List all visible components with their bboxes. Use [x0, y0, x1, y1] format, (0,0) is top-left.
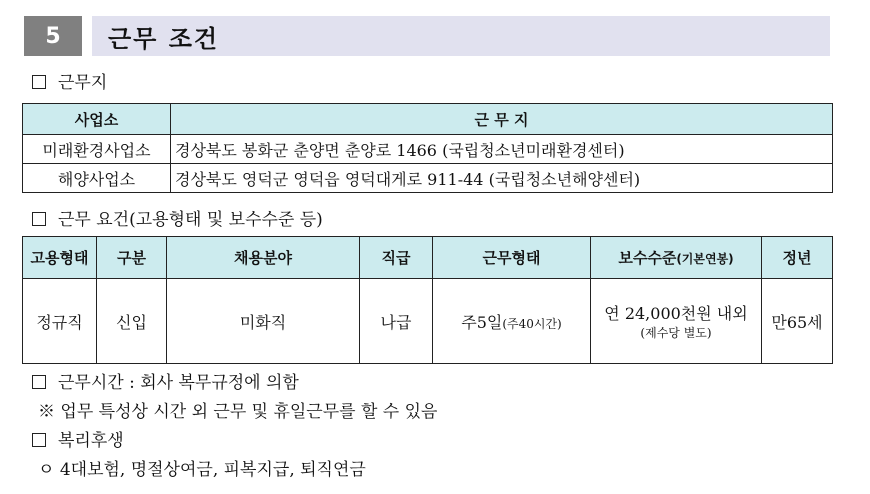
employment-type-value: 정규직 [23, 279, 97, 364]
checkbox-square-icon [32, 212, 46, 226]
header-grade: 직급 [360, 237, 433, 279]
header-location: 근 무 지 [171, 104, 833, 135]
section-work-conditions-heading [32, 205, 323, 230]
table-row [23, 164, 833, 193]
checkbox-square-icon [32, 433, 46, 447]
header-pay-main: 보수수준 [618, 249, 677, 267]
section-label: 근무 요건(고용형태 및 보수수준 등) [58, 210, 323, 230]
header-category: 구분 [97, 237, 167, 279]
benefits-list: ㅇ 4대보험, 명절상여금, 피복지급, 퇴직연금 [38, 460, 366, 480]
header-retirement: 정년 [762, 237, 833, 279]
section-label: 근무지 [58, 73, 108, 93]
pay-level-value [591, 279, 762, 364]
section-label: 근무시간 : 회사 복무규정에 의함 [58, 373, 299, 393]
header-pay-sub: (기본연봉) [676, 252, 734, 266]
table-row [23, 279, 833, 364]
field-value: 미화직 [167, 279, 360, 364]
work-type-value [433, 279, 591, 364]
retirement-value: 만65세 [762, 279, 833, 364]
table-header-row [23, 237, 833, 279]
work-conditions-table [22, 236, 833, 364]
section-title: 근무 조건 [92, 16, 830, 56]
section-label: 복리후생 [58, 431, 124, 451]
header-work-type: 근무형태 [433, 237, 591, 279]
office-name: 미래환경사업소 [23, 135, 171, 164]
table-header-row [23, 104, 833, 135]
section-work-location-heading [32, 68, 107, 93]
checkbox-square-icon [32, 75, 46, 89]
header-employment-type: 고용형태 [23, 237, 97, 279]
header-field: 채용분야 [167, 237, 360, 279]
section-benefits-heading [32, 426, 124, 451]
table-row [23, 135, 833, 164]
section-number: 5 [24, 16, 82, 56]
category-value: 신입 [97, 279, 167, 364]
work-type-sub: (주40시간) [502, 316, 562, 331]
grade-value: 나급 [360, 279, 433, 364]
office-name: 해양사업소 [23, 164, 171, 193]
pay-main: 연 24,000천원 내외 [604, 304, 748, 323]
work-location-table [22, 103, 833, 193]
section-work-hours-heading [32, 368, 299, 393]
header-office: 사업소 [23, 104, 171, 135]
header-pay-level [591, 237, 762, 279]
checkbox-square-icon [32, 375, 46, 389]
office-address: 경상북도 봉화군 춘양면 춘양로 1466 (국립청소년미래환경센터) [171, 135, 833, 164]
overtime-note: ※ 업무 특성상 시간 외 근무 및 휴일근무를 할 수 있음 [38, 402, 438, 422]
work-type-main: 주5일 [461, 312, 503, 332]
office-address: 경상북도 영덕군 영덕읍 영덕대게로 911-44 (국립청소년해양센터) [171, 164, 833, 193]
pay-sub: (제수당 별도) [640, 326, 712, 340]
